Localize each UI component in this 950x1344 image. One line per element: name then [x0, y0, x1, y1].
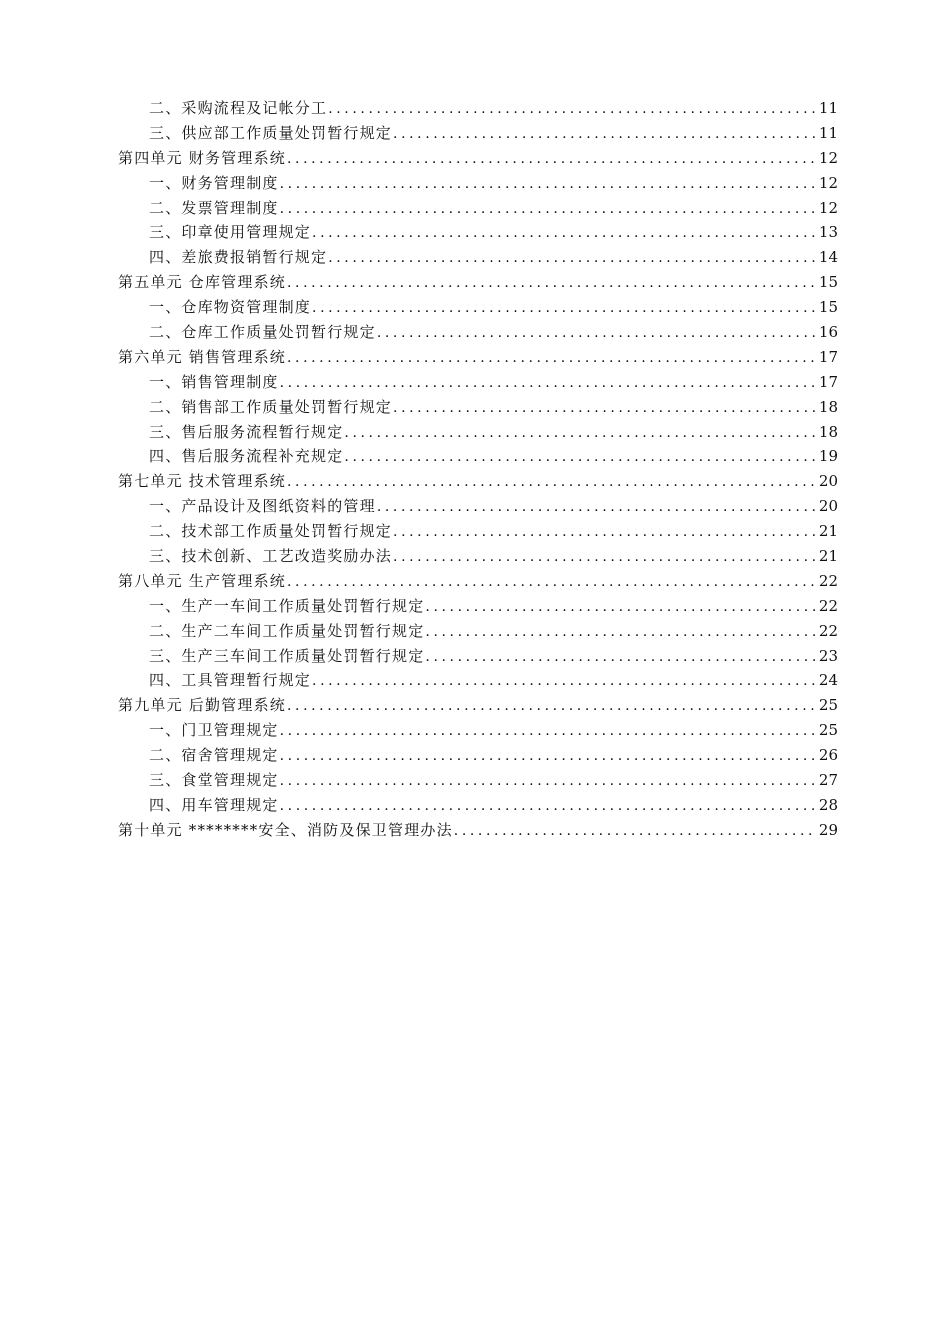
toc-entry-title: 四、售后服务流程补充规定: [149, 447, 344, 466]
toc-page-number: 19: [818, 447, 838, 466]
toc-page-number: 18: [818, 422, 838, 441]
toc-section-entry[interactable]: [118, 668, 838, 693]
toc-dot-leader: [287, 694, 816, 719]
toc-section-entry[interactable]: [118, 295, 838, 320]
toc-page-number: 21: [818, 522, 838, 541]
toc-dot-leader: [425, 595, 816, 620]
toc-section-entry[interactable]: [118, 245, 838, 270]
toc-page-number: 22: [818, 571, 838, 590]
toc-page-number: 25: [818, 696, 838, 715]
toc-section-entry[interactable]: [118, 619, 838, 644]
toc-unit-entry[interactable]: [118, 469, 838, 494]
toc-page-number: 12: [818, 148, 838, 167]
toc-dot-leader: [344, 421, 816, 446]
toc-dot-leader: [393, 545, 816, 570]
toc-section-entry[interactable]: [118, 420, 838, 445]
toc-section-entry[interactable]: [118, 196, 838, 221]
toc-section-entry[interactable]: [118, 519, 838, 544]
toc-section-entry[interactable]: [118, 370, 838, 395]
toc-dot-leader: [454, 819, 816, 844]
toc-entry-title: 三、食堂管理规定: [149, 771, 279, 790]
toc-section-entry[interactable]: [118, 768, 838, 793]
toc-page-number: 14: [818, 248, 838, 267]
toc-dot-leader: [377, 321, 816, 346]
toc-unit-entry[interactable]: [118, 345, 838, 370]
toc-page-number: 15: [818, 298, 838, 317]
toc-entry-title: 二、宿舍管理规定: [149, 746, 279, 765]
toc-dot-leader: [287, 271, 816, 296]
toc-entry-title: 二、发票管理制度: [149, 198, 279, 217]
toc-section-entry[interactable]: [118, 320, 838, 345]
toc-unit-entry[interactable]: [118, 569, 838, 594]
toc-entry-title: 一、生产一车间工作质量处罚暂行规定: [149, 596, 425, 615]
toc-dot-leader: [393, 122, 816, 147]
toc-entry-title: 二、技术部工作质量处罚暂行规定: [149, 522, 393, 541]
toc-section-entry[interactable]: [118, 96, 838, 121]
toc-entry-title: 三、技术创新、工艺改造奖励办法: [149, 547, 393, 566]
toc-entry-title: 二、生产二车间工作质量处罚暂行规定: [149, 621, 425, 640]
toc-page-number: 26: [818, 746, 838, 765]
toc-page-number: 17: [818, 372, 838, 391]
toc-page-number: 12: [818, 198, 838, 217]
toc-entry-title: 一、财务管理制度: [149, 173, 279, 192]
toc-page-number: 17: [818, 347, 838, 366]
toc-dot-leader: [312, 221, 816, 246]
toc-entry-title: 三、生产三车间工作质量处罚暂行规定: [149, 646, 425, 665]
toc-dot-leader: [280, 744, 816, 769]
toc-unit-entry[interactable]: [118, 146, 838, 171]
toc-dot-leader: [393, 520, 816, 545]
toc-dot-leader: [280, 197, 816, 222]
toc-dot-leader: [287, 147, 816, 172]
toc-section-entry[interactable]: [118, 395, 838, 420]
toc-entry-title: 三、印章使用管理规定: [149, 223, 312, 242]
toc-section-entry[interactable]: [118, 594, 838, 619]
toc-dot-leader: [425, 620, 816, 645]
toc-entry-title: 第九单元 后勤管理系统: [118, 696, 286, 715]
toc-unit-entry[interactable]: [118, 270, 838, 295]
toc-page-number: 28: [818, 795, 838, 814]
toc-page-number: 22: [818, 596, 838, 615]
toc-dot-leader: [393, 396, 816, 421]
toc-entry-title: 第十单元 ********安全、消防及保卫管理办法: [118, 820, 453, 839]
toc-section-entry[interactable]: [118, 544, 838, 569]
toc-dot-leader: [377, 495, 816, 520]
toc-entry-title: 三、供应部工作质量处罚暂行规定: [149, 123, 393, 142]
toc-dot-leader: [280, 794, 816, 819]
toc-dot-leader: [280, 172, 816, 197]
toc-entry-title: 一、产品设计及图纸资料的管理: [149, 497, 376, 516]
toc-entry-title: 二、销售部工作质量处罚暂行规定: [149, 397, 393, 416]
toc-dot-leader: [280, 719, 816, 744]
toc-section-entry[interactable]: [118, 743, 838, 768]
toc-section-entry[interactable]: [118, 121, 838, 146]
toc-page-number: 16: [818, 323, 838, 342]
toc-section-entry[interactable]: [118, 220, 838, 245]
toc-section-entry[interactable]: [118, 171, 838, 196]
toc-entry-title: 第八单元 生产管理系统: [118, 571, 286, 590]
toc-dot-leader: [344, 445, 816, 470]
toc-page-number: 29: [818, 820, 838, 839]
toc-page-number: 27: [818, 771, 838, 790]
toc-dot-leader: [425, 645, 816, 670]
toc-dot-leader: [312, 296, 816, 321]
toc-entry-title: 第五单元 仓库管理系统: [118, 273, 286, 292]
toc-entry-title: 一、销售管理制度: [149, 372, 279, 391]
toc-section-entry[interactable]: [118, 718, 838, 743]
toc-dot-leader: [312, 669, 816, 694]
toc-page-number: 12: [818, 173, 838, 192]
toc-dot-leader: [328, 97, 816, 122]
toc-dot-leader: [287, 346, 816, 371]
toc-section-entry[interactable]: [118, 444, 838, 469]
toc-dot-leader: [280, 769, 816, 794]
toc-entry-title: 四、差旅费报销暂行规定: [149, 248, 328, 267]
toc-entry-title: 三、售后服务流程暂行规定: [149, 422, 344, 441]
toc-dot-leader: [287, 470, 816, 495]
toc-dot-leader: [280, 371, 816, 396]
toc-page-number: 18: [818, 397, 838, 416]
toc-page-number: 23: [818, 646, 838, 665]
toc-section-entry[interactable]: [118, 494, 838, 519]
toc-page-number: 21: [818, 547, 838, 566]
table-of-contents: [118, 96, 838, 843]
toc-page-number: 25: [818, 721, 838, 740]
toc-page-number: 22: [818, 621, 838, 640]
toc-entry-title: 一、仓库物资管理制度: [149, 298, 312, 317]
toc-unit-entry[interactable]: [118, 818, 838, 843]
toc-entry-title: 二、采购流程及记帐分工: [149, 99, 328, 117]
toc-section-entry[interactable]: [118, 793, 838, 818]
toc-entry-title: 第七单元 技术管理系统: [118, 472, 286, 491]
toc-dot-leader: [328, 246, 816, 271]
toc-entry-title: 一、门卫管理规定: [149, 721, 279, 740]
toc-unit-entry[interactable]: [118, 693, 838, 718]
toc-page-number: 20: [818, 472, 838, 491]
toc-entry-title: 四、工具管理暂行规定: [149, 671, 312, 690]
toc-page-number: 20: [818, 497, 838, 516]
toc-entry-title: 四、用车管理规定: [149, 795, 279, 814]
toc-page-number: 15: [818, 273, 838, 292]
toc-entry-title: 第四单元 财务管理系统: [118, 148, 286, 167]
toc-page-number: 11: [818, 123, 838, 142]
toc-section-entry[interactable]: [118, 644, 838, 669]
toc-page-number: 11: [818, 99, 838, 117]
toc-page-number: 24: [818, 671, 838, 690]
toc-entry-title: 二、仓库工作质量处罚暂行规定: [149, 323, 376, 342]
toc-entry-title: 第六单元 销售管理系统: [118, 347, 286, 366]
toc-dot-leader: [287, 570, 816, 595]
toc-page-number: 13: [818, 223, 838, 242]
